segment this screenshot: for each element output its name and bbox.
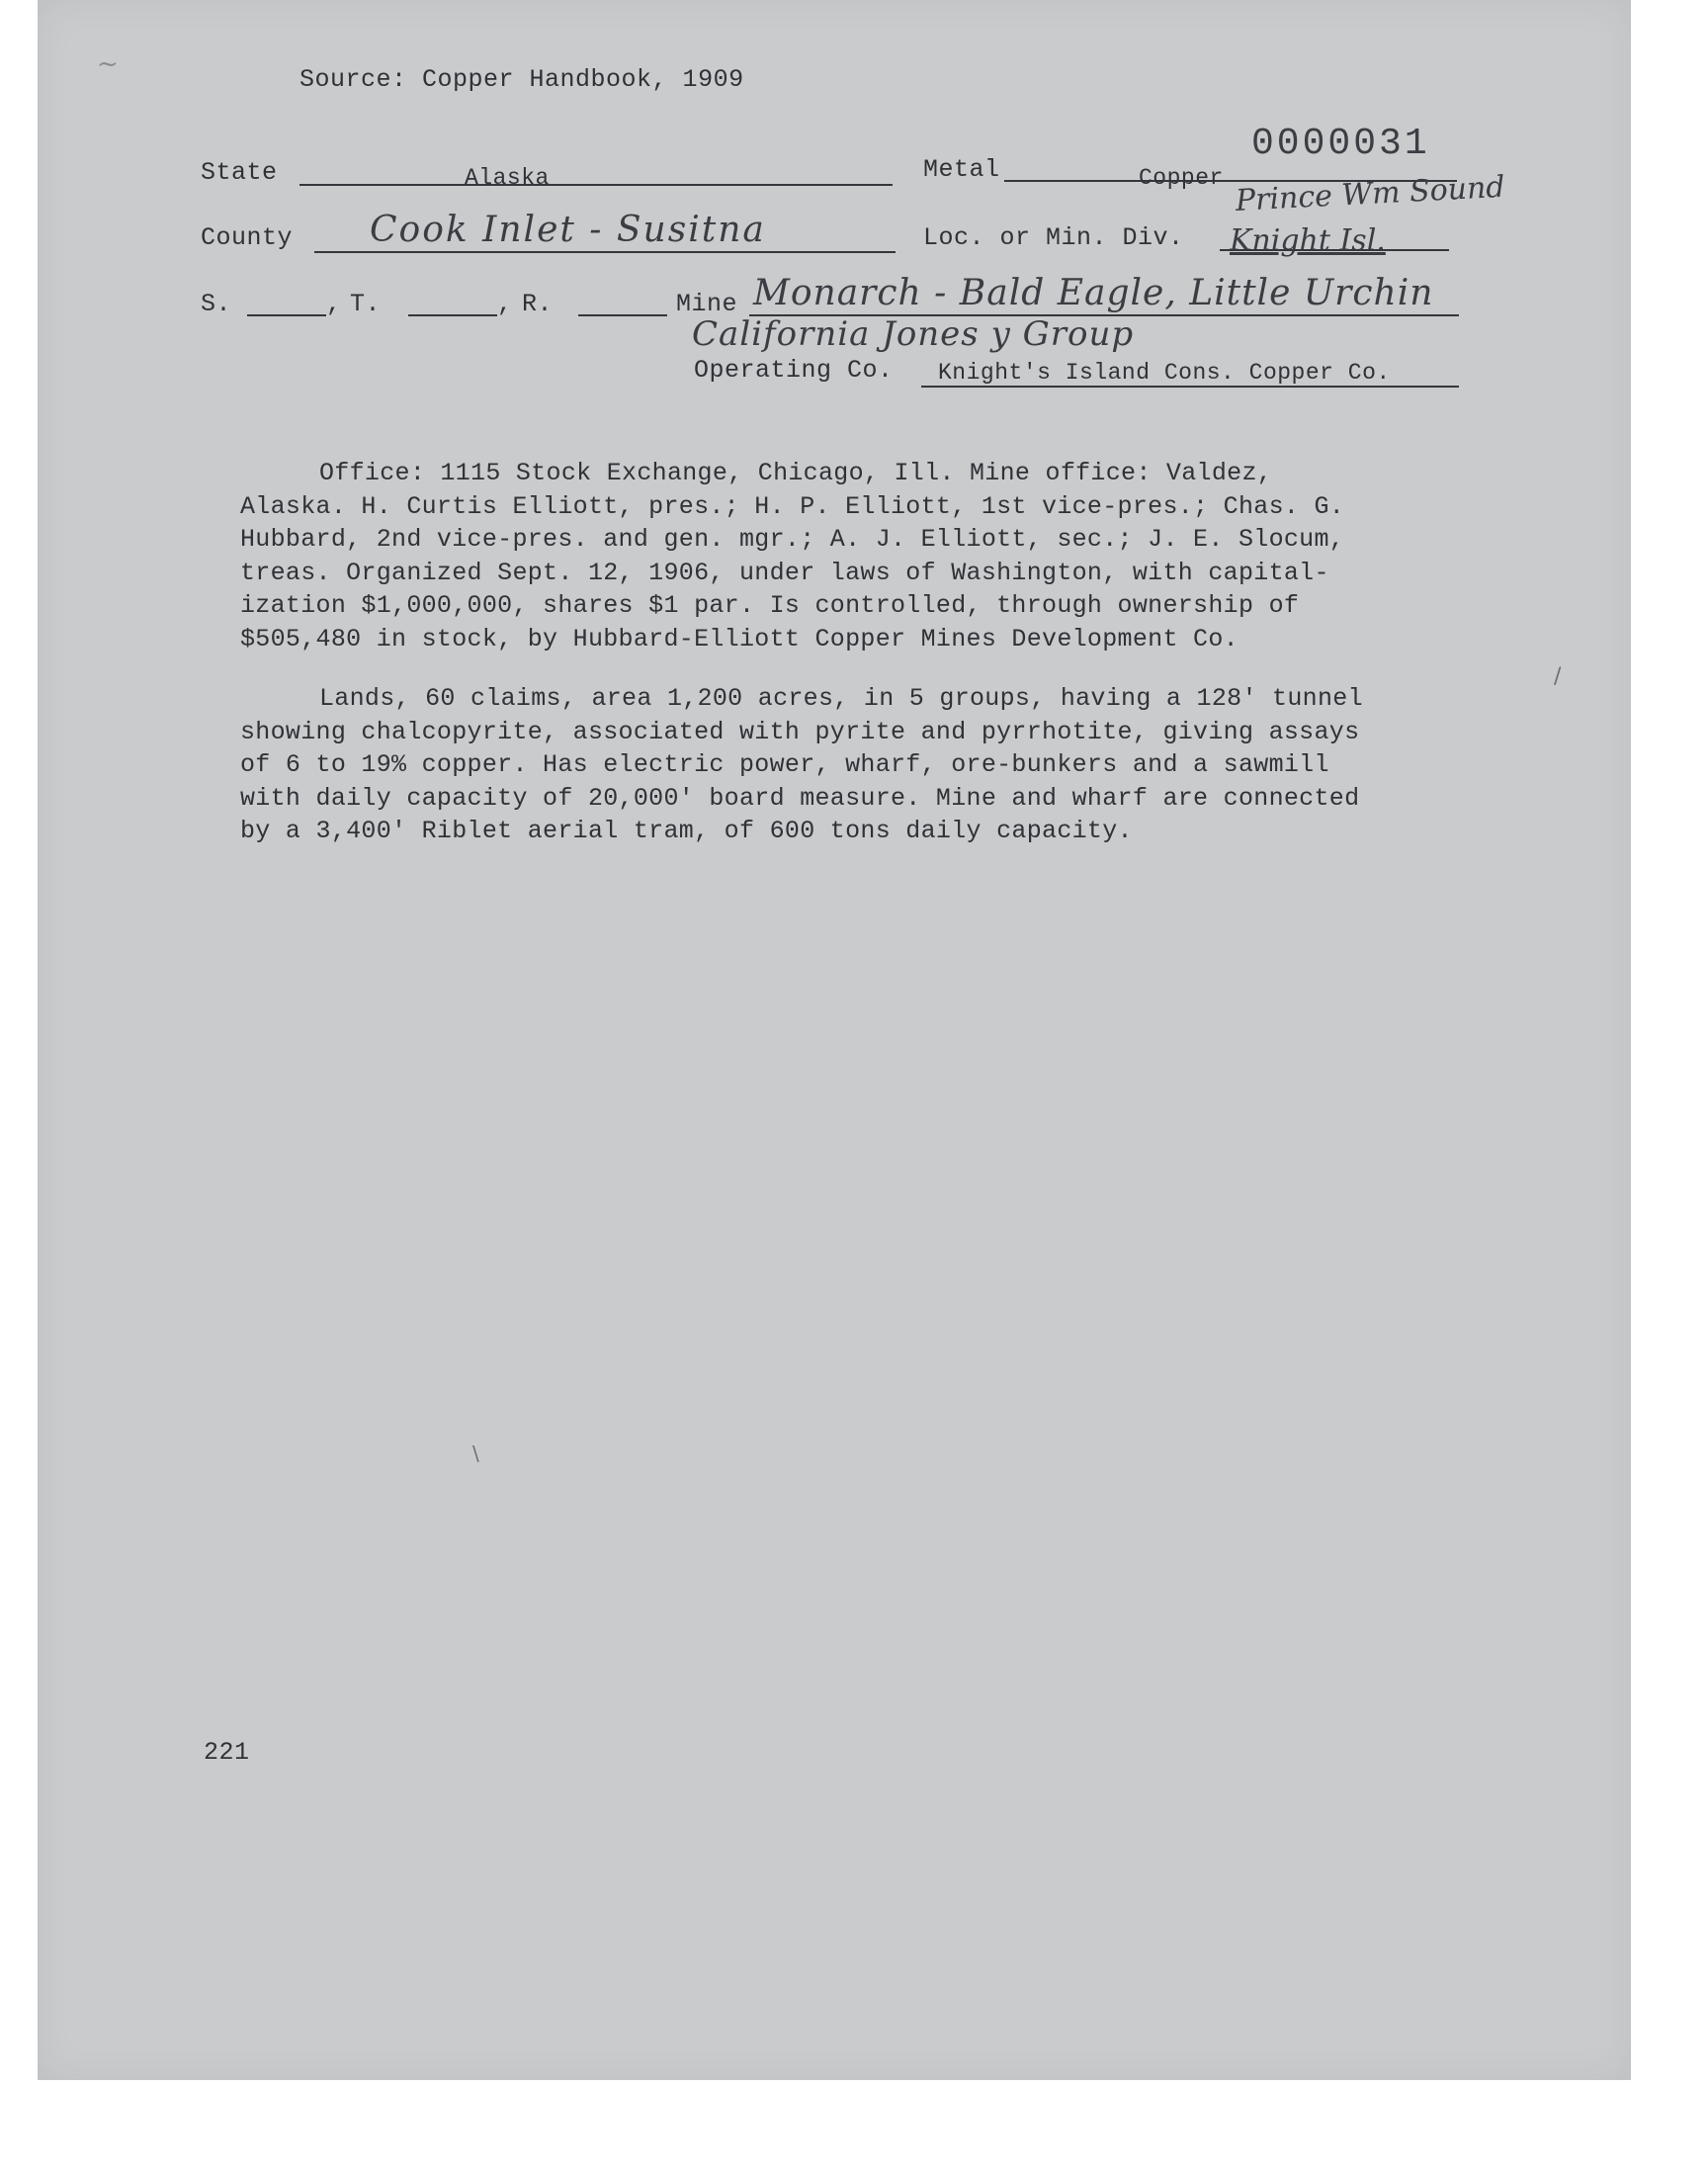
source-line: Source: Copper Handbook, 1909 [299, 65, 744, 94]
state-value: Alaska [465, 165, 550, 191]
loc-label: Loc. or Min. Div. [923, 223, 1184, 252]
paper-mark: ~ [97, 49, 119, 79]
township-label: T. [350, 290, 382, 318]
mine-value-line-2: California Jones y Group [692, 314, 1135, 354]
page-number: 221 [204, 1738, 250, 1767]
operating-label: Operating Co. [694, 356, 894, 385]
metal-label: Metal [923, 155, 1000, 184]
county-label: County [201, 223, 294, 252]
loc-value-line-1: Prince Wm Sound [1235, 169, 1506, 218]
loc-value-line-2: Knight Isl. [1230, 223, 1386, 258]
document-page: Source: Copper Handbook, 1909 0000031 State Alaska Metal Copper County Cook Inlet - Susitna Loc. or Min. Div. Prince Wm Sound Knight Isl. S. , T. , R. Mine Monarch - Bald Eagle, Little Urchin California Jones y Group Operating Co. Knight's Island Cons. Copper Co. Office: 1115 Stock Exchange, Chicago, Ill. Mine office: Valdez, Alaska. H. Curtis Elliott, pres.; H. P. Elliott, 1st vice-pres.; Chas. G. Hubbard, 2nd vice-pres. and gen. mgr.; A. J. Elliott, sec.; J. E. Slocum, treas. Organized Sept. 12, 1906, under laws of Washington, with capital- ization $1,000,000, shares $1 par. Is controlled, through ownership of $505,480 in stock, by Hubbard-Elliott Copper Mines Development Co. Lands, 60 claims, area 1,200 acres, in 5 groups, having a 128' tunnel showing chalcopyrite, associated with pyrite and pyrrhotite, giving assays of 6 to 19% copper. Has electric power, wharf, ore-bunkers and a sawmill with daily capacity of 20,000' board measure. Mine and wharf are connected by a 3,400' Riblet aerial tram, of 600 tons daily capacity. 221 / \ ~ [38, 0, 1631, 2080]
operating-underline [921, 386, 1459, 388]
paper-mark: / [1554, 664, 1562, 689]
metal-value: Copper [1139, 165, 1224, 191]
operating-value: Knight's Island Cons. Copper Co. [938, 360, 1391, 386]
mine-label: Mine [676, 290, 738, 318]
county-underline [314, 251, 896, 253]
office-paragraph: Office: 1115 Stock Exchange, Chicago, Ill. Mine office: Valdez, Alaska. H. Curtis Elliott, pres.; H. P. Elliott, 1st vice-pres.; Chas. G. Hubbard, 2nd vice-pres. and gen. mgr.; A. J. Elliott, sec.; J. E. Slocum, treas. Organized Sept. 12, 1906, under laws of Washington, with capital- ization $1,000,000, shares $1 par. Is controlled, through ownership of $505,480 in stock, by Hubbard-Elliott Copper Mines Development Co. [240, 459, 1345, 653]
county-value: Cook Inlet - Susitna [370, 210, 766, 250]
document-number-stamp: 0000031 [1251, 123, 1430, 165]
paper-mark: \ [472, 1441, 479, 1465]
range-underline [578, 314, 667, 316]
township-underline [408, 314, 497, 316]
state-label: State [201, 158, 278, 187]
section-underline [247, 314, 326, 316]
lands-paragraph: Lands, 60 claims, area 1,200 acres, in 5 groups, having a 128' tunnel showing chalcopyrite, associated with pyrite and pyrrhotite, giving assays of 6 to 19% copper. Has electric power, wharf, ore-bunkers and a sawmill with daily capacity of 20,000' board measure. Mine and wharf are connected by a 3,400' Riblet aerial tram, of 600 tons daily capacity. [240, 684, 1363, 845]
state-underline [299, 184, 893, 186]
loc-underline [1220, 249, 1449, 251]
mine-value-line-1: Monarch - Bald Eagle, Little Urchin [753, 273, 1434, 313]
range-label: R. [522, 290, 554, 318]
section-label: S. [201, 290, 232, 318]
